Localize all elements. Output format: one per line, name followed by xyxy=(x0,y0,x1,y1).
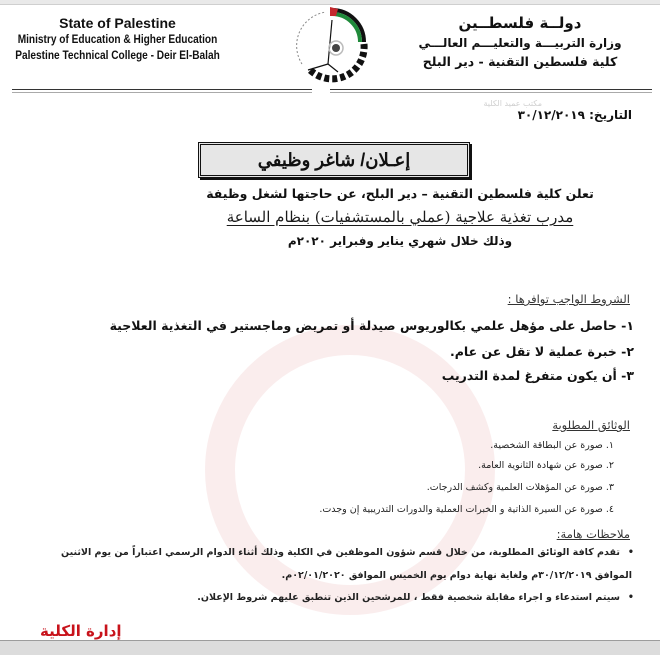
period-line: وذلك خلال شهري يناير وفبراير ٢٠٢٠م xyxy=(287,234,513,248)
college-administration-signature: إدارة الكلية xyxy=(40,622,122,640)
document-item: ٢. صورة عن شهادة الثانوية العامة. xyxy=(478,460,614,471)
job-title-text: مدرب تغذية علاجية (عملي بالمستشفيات) بنظام الساعة xyxy=(226,208,574,226)
header-divider-left xyxy=(12,89,312,90)
document-item: ٣. صورة عن المؤهلات العلمية وكشف الدرجات. xyxy=(426,482,614,493)
ministry-name-ar: وزارة التربيـــة والتعليـــم العالـــي xyxy=(418,36,622,50)
state-name-ar: دولــة فلسطــين xyxy=(458,14,582,32)
note-item-continuation: الموافق ٣٠/١٢/٢٠١٩م ولغاية نهاية دوام يوم الخميس الموافق ٠٢/٠١/٢٠٢٠م. xyxy=(281,570,632,581)
documents-heading: الوثائق المطلوبة xyxy=(552,418,630,432)
note-item xyxy=(197,592,634,603)
bullet-dot-icon: • xyxy=(627,547,634,558)
document-item: ١. صورة عن البطاقة الشخصية. xyxy=(490,440,614,451)
header-divider-right-shadow xyxy=(330,92,652,93)
note-item xyxy=(61,547,634,558)
document-item: ٤. صورة عن السيرة الذاتية و الخبرات العملية والدورات التدريبية إن وجدت. xyxy=(319,504,614,515)
condition-item: ٣- أن يكون متفرغ لمدة التدريب xyxy=(441,368,634,383)
job-title xyxy=(160,208,640,226)
notes-heading: ملاحظات هامة: xyxy=(556,527,630,541)
note-text: سيتم استدعاء و اجراء مقابلة شخصية فقط ، للمرشحين الذين تنطبق عليهم شروط الإعلان. xyxy=(197,592,620,603)
bottom-edge-bar xyxy=(0,640,660,655)
bullet-dot-icon: • xyxy=(627,592,634,603)
state-name-en: State of Palestine xyxy=(59,15,176,31)
header-divider-left-shadow xyxy=(12,92,312,93)
college-name-en: Palestine Technical College - Deir El-Balah xyxy=(15,50,220,62)
header-divider-right xyxy=(330,89,652,90)
condition-item: ١- حاصل على مؤهل علمي بكالوريوس صيدلة أو تمريض وماجستير في التغذية العلاجية xyxy=(109,318,634,333)
arabic-letterhead xyxy=(400,12,640,71)
condition-item: ٢- خبرة عملية لا تقل عن عام. xyxy=(450,344,634,359)
office-stamp-label: مكتب عميد الكلية xyxy=(483,99,542,108)
english-letterhead xyxy=(0,14,235,64)
intro-line: تعلن كلية فلسطين التقنية – دير البلح، عن حاجتها لشغل وظيفة xyxy=(206,186,594,201)
ministry-name-en: Ministry of Education & Higher Education xyxy=(17,34,218,46)
document-date: التاريخ: ٣٠/١٢/٢٠١٩ xyxy=(517,108,632,122)
announcement-title: إعـلان/ شاغر وظيفي xyxy=(198,142,470,178)
note-text: تقدم كافة الوثائق المطلوبة، من خلال قسم شؤون الموظفين في الكلية وذلك أثناء الدوام الرسمي اعتباراً من يوم الاثنين xyxy=(61,547,620,558)
college-name-ar: كلية فلسطين التقنية - دير البلح xyxy=(422,54,618,69)
conditions-heading: الشروط الواجب توافرها : xyxy=(507,292,630,306)
college-logo xyxy=(292,4,372,84)
